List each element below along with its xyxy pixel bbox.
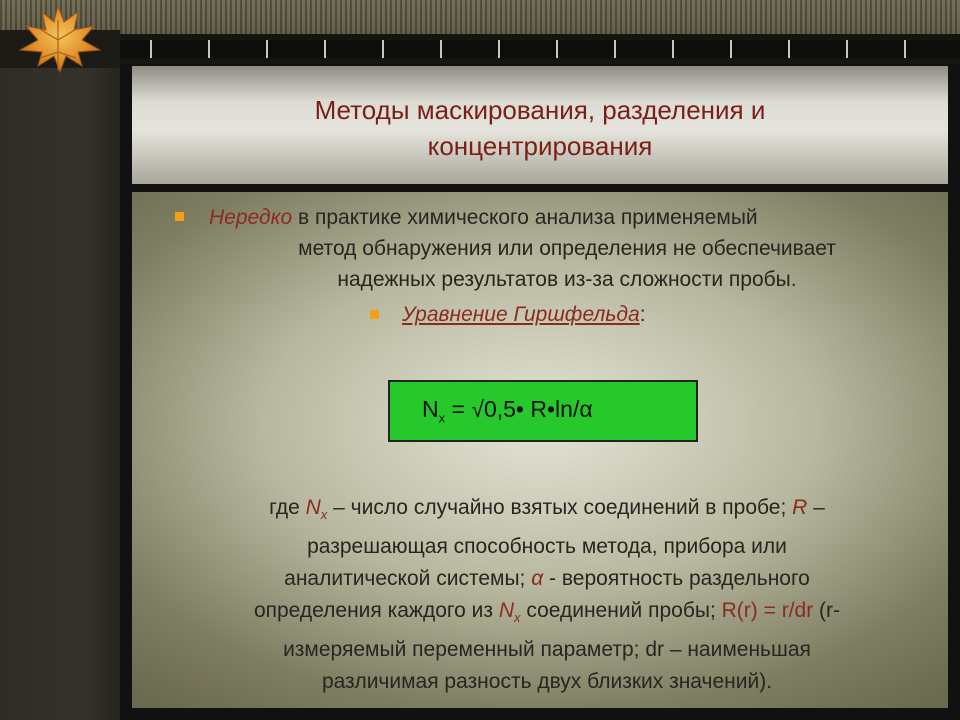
nx-symbol (305, 496, 328, 523)
bullet1-line2: метод обнаружения или определения не обеспечивает (298, 237, 836, 260)
explanation-line-6: различимая разность двух близких значений). (321, 670, 773, 694)
bullet-text-1 (192, 202, 932, 295)
explanation-line-5: измеряемый переменный параметр; dr – наименьшая (283, 638, 811, 662)
line1-text: – число случайно взятых соединений в пробе; (327, 496, 793, 519)
bullet-marker-2 (370, 310, 379, 319)
bullet1-line3: надежных результатов из-за сложности пробы. (337, 268, 797, 291)
slide-content (132, 192, 948, 708)
bullet1-line1: в практике химического анализа применяемый (292, 206, 758, 229)
explanation-text (162, 492, 932, 698)
alpha-symbol: α (531, 567, 544, 591)
title-bar (132, 66, 948, 184)
colon: : (639, 303, 646, 326)
slide-title (132, 92, 948, 164)
formula-box (388, 380, 698, 442)
bullet-text-2 (402, 300, 646, 330)
emphasis-lead: Нередко (209, 206, 293, 229)
nx-sub: x (320, 507, 328, 523)
film-strip (120, 34, 960, 64)
nx-symbol-2 (498, 599, 521, 626)
rr-formula: R(r) = r/dr (721, 599, 814, 623)
line4-start: определения каждого из (253, 599, 499, 623)
line3-end: - вероятность раздельного (543, 567, 810, 591)
formula-lhs: N (422, 396, 439, 422)
line1-tail: – (807, 496, 825, 519)
where-text: где (269, 496, 306, 519)
nx2-letter: N (498, 599, 514, 623)
explanation-line-1 (162, 492, 932, 531)
left-column (0, 68, 120, 720)
nx-letter: N (305, 496, 321, 519)
maple-leaf-icon (8, 0, 108, 74)
formula-rhs: = √0,5• R•ln/α (445, 396, 593, 422)
title-line-2: концентрирования (427, 131, 653, 161)
formula-lhs-sub: x (438, 410, 446, 426)
r-symbol: R (792, 496, 808, 519)
nx2-sub: x (514, 610, 521, 626)
line4-end: (r- (813, 599, 841, 623)
girshfeld-link[interactable]: Уравнение Гиршфельда (402, 303, 640, 326)
film-holes (120, 40, 960, 58)
line4-mid: соединений пробы; (520, 599, 722, 623)
bullet-marker-1 (175, 212, 184, 221)
formula (422, 395, 593, 433)
line3-start: аналитической системы; (284, 567, 532, 591)
explanation-line-2: разрешающая способность метода, прибора или (307, 535, 787, 559)
title-line-1: Методы маскирования, разделения и (314, 95, 766, 125)
explanation-line-3 (162, 563, 932, 595)
explanation-line-4 (162, 595, 932, 634)
